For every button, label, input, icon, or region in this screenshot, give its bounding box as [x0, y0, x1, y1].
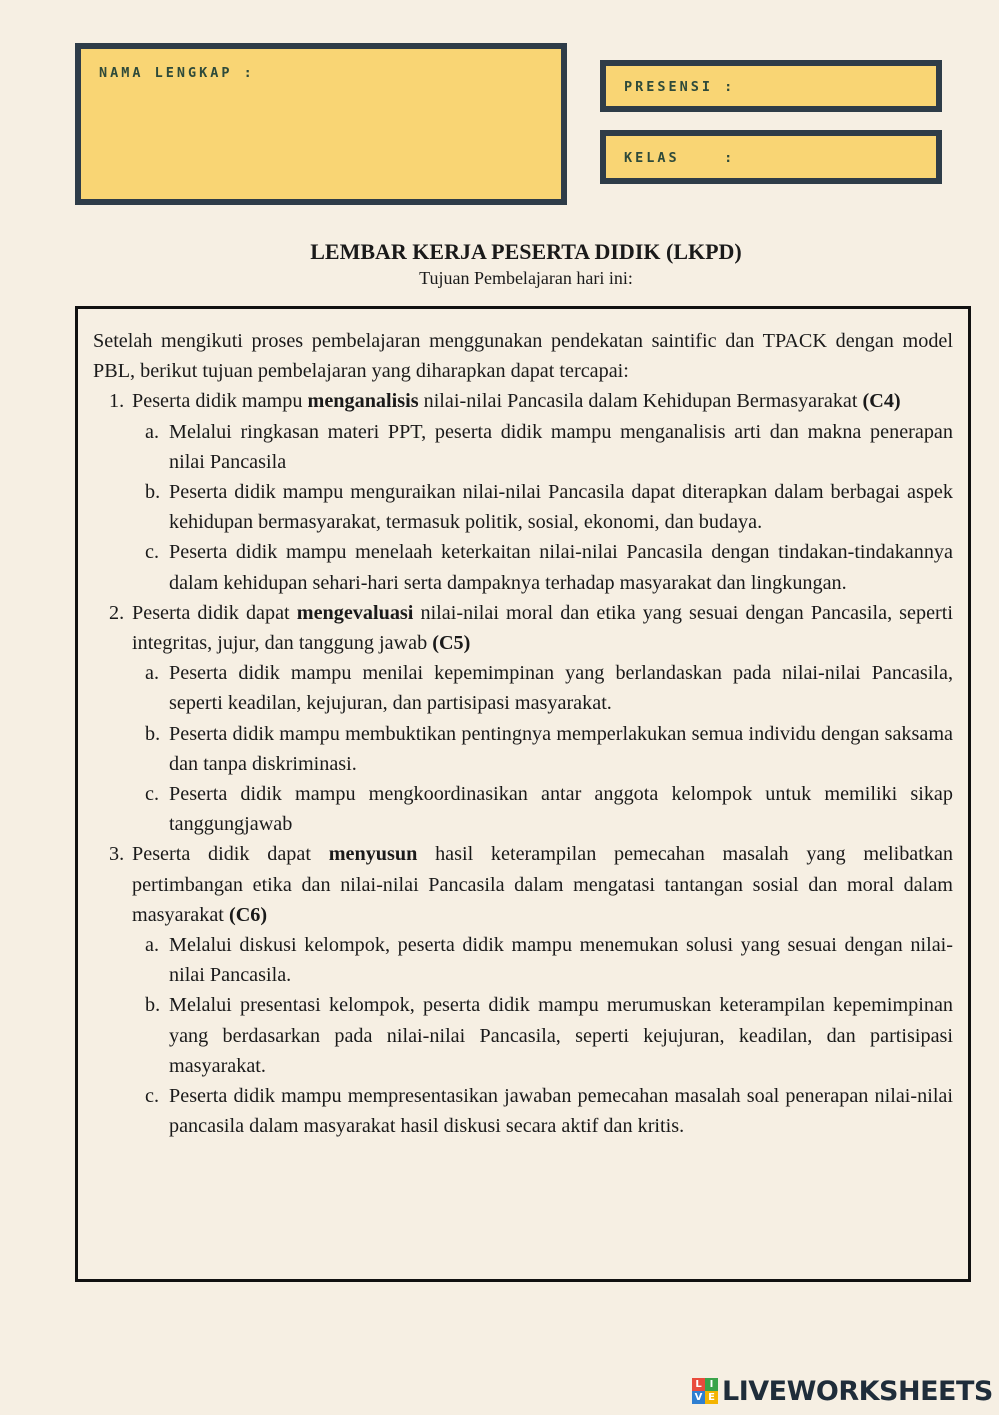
- logo-mark-icon: [692, 1378, 718, 1404]
- objective-level: (C6): [228, 903, 268, 926]
- objective-level: (C5): [432, 632, 471, 655]
- sub-objective-text: Peserta didik mampu membuktikan pentingnya memperlakukan semua individu dengan saksama dan tanpa diskriminasi.: [169, 722, 953, 775]
- logo-mark-letter: V: [692, 1391, 705, 1404]
- sub-objective-letter: a.: [145, 934, 160, 957]
- sub-objectives-list: [93, 417, 953, 598]
- sub-objective-letter: a.: [145, 662, 160, 685]
- page-subtitle: Tujuan Pembelajaran hari ini:: [419, 268, 633, 288]
- learning-objectives-box: [75, 306, 971, 1282]
- sub-objective-item: [93, 477, 953, 537]
- sub-objective-item: [93, 719, 953, 779]
- intro-paragraph: Setelah mengikuti proses pembelajaran menggunakan pendekatan saintific dan TPACK dengan model PBL, berikut tujuan pembelajaran yang diharapkan dapat tercapai:: [93, 330, 953, 383]
- logo-mark-letter: E: [705, 1391, 718, 1404]
- logo-mark-letter: L: [692, 1378, 705, 1391]
- objective-number: 1.: [109, 390, 125, 413]
- logo-text: LIVEWORKSHEETS: [722, 1375, 993, 1407]
- sub-objective-letter: c.: [145, 783, 160, 806]
- sub-objective-item: [93, 417, 953, 477]
- kelas-field-box[interactable]: [600, 130, 942, 184]
- sub-objective-letter: b.: [145, 994, 161, 1017]
- objective-text-post: nilai-nilai moral dan etika yang sesuai dengan Pancasila, seperti integritas, jujur, dan tanggung jawab: [132, 601, 953, 655]
- sub-objectives-list: [93, 930, 953, 1141]
- objective-text-pre: Peserta didik mampu: [132, 390, 303, 413]
- objectives-list: [93, 386, 953, 1141]
- presensi-field-label: PRESENSI :: [624, 79, 736, 95]
- sub-objective-item: [93, 779, 953, 839]
- sub-objective-letter: a.: [145, 420, 160, 443]
- sub-objective-item: [93, 658, 953, 718]
- kelas-field-label: KELAS :: [624, 150, 736, 166]
- objective-number: 2.: [109, 601, 125, 624]
- objective-text-pre: Peserta didik dapat: [132, 843, 311, 866]
- sub-objective-text: Peserta didik mampu menelaah keterkaitan nilai-nilai Pancasila dengan tindakan-tindakannya dalam kehidupan sehari-hari serta dampaknya terhadap masyarakat dan lingkungan.: [169, 541, 953, 594]
- objective-item: [93, 839, 953, 930]
- sub-objectives-list: [93, 658, 953, 839]
- sub-objective-letter: b.: [145, 481, 161, 504]
- objective-level: (C4): [862, 390, 901, 413]
- sub-objective-item: [93, 930, 953, 990]
- sub-objective-text: Melalui diskusi kelompok, peserta didik mampu menemukan solusi yang sesuai dengan nilai-nilai Pancasila.: [169, 934, 953, 987]
- sub-objective-letter: b.: [145, 722, 161, 745]
- sub-objective-text: Melalui ringkasan materi PPT, peserta didik mampu menganalisis arti dan makna penerapan nilai Pancasila: [169, 420, 953, 473]
- name-field-box[interactable]: [75, 43, 567, 205]
- presensi-field-box[interactable]: [600, 60, 942, 112]
- page-title: LEMBAR KERJA PESERTA DIDIK (LKPD): [310, 239, 742, 264]
- objective-item: [93, 386, 953, 416]
- objective-verb: mengevaluasi: [296, 601, 414, 624]
- sub-objective-text: Peserta didik mampu menguraikan nilai-nilai Pancasila dapat diterapkan dalam berbagai aspek kehidupan bermasyarakat, termasuk politik, sosial, ekonomi, dan budaya.: [169, 481, 953, 534]
- sub-objective-item: [93, 990, 953, 1081]
- name-field-label: NAMA LENGKAP :: [99, 65, 255, 81]
- objective-text-post: nilai-nilai Pancasila dalam Kehidupan Bermasyarakat: [423, 390, 858, 413]
- sub-objective-text: Melalui presentasi kelompok, peserta didik mampu merumuskan keterampilan kepemimpinan yang berdasarkan pada nilai-nilai Pancasila, seperti kejujuran, keadilan, dan partisipasi masyarakat.: [169, 994, 953, 1077]
- sub-objective-text: Peserta didik mampu mempresentasikan jawaban pemecahan masalah soal penerapan nilai-nilai pancasila dalam masyarakat hasil diskusi secara aktif dan kritis.: [169, 1085, 953, 1138]
- objective-item: [93, 598, 953, 658]
- sub-objective-item: [93, 537, 953, 597]
- sub-objective-letter: c.: [145, 541, 160, 564]
- objective-text-pre: Peserta didik dapat: [132, 601, 290, 624]
- liveworksheets-logo[interactable]: [692, 1375, 993, 1407]
- sub-objective-item: [93, 1081, 953, 1141]
- sub-objective-text: Peserta didik mampu menilai kepemimpinan yang berlandaskan pada nilai-nilai Pancasila, seperti keadilan, kejujuran, dan partisipasi masyarakat.: [169, 662, 953, 715]
- objective-number: 3.: [109, 843, 125, 866]
- objective-text-post: hasil keterampilan pemecahan masalah yang melibatkan pertimbangan etika dan nilai-nilai Pancasila dalam mengatasi tantangan sosial dan moral dalam masyarakat: [132, 843, 954, 926]
- objective-verb: menganalisis: [307, 390, 419, 413]
- logo-mark-letter: I: [705, 1378, 718, 1391]
- sub-objective-letter: c.: [145, 1085, 160, 1108]
- sub-objective-text: Peserta didik mampu mengkoordinasikan antar anggota kelompok untuk memiliki sikap tanggungjawab: [169, 783, 953, 836]
- objective-verb: menyusun: [328, 843, 418, 866]
